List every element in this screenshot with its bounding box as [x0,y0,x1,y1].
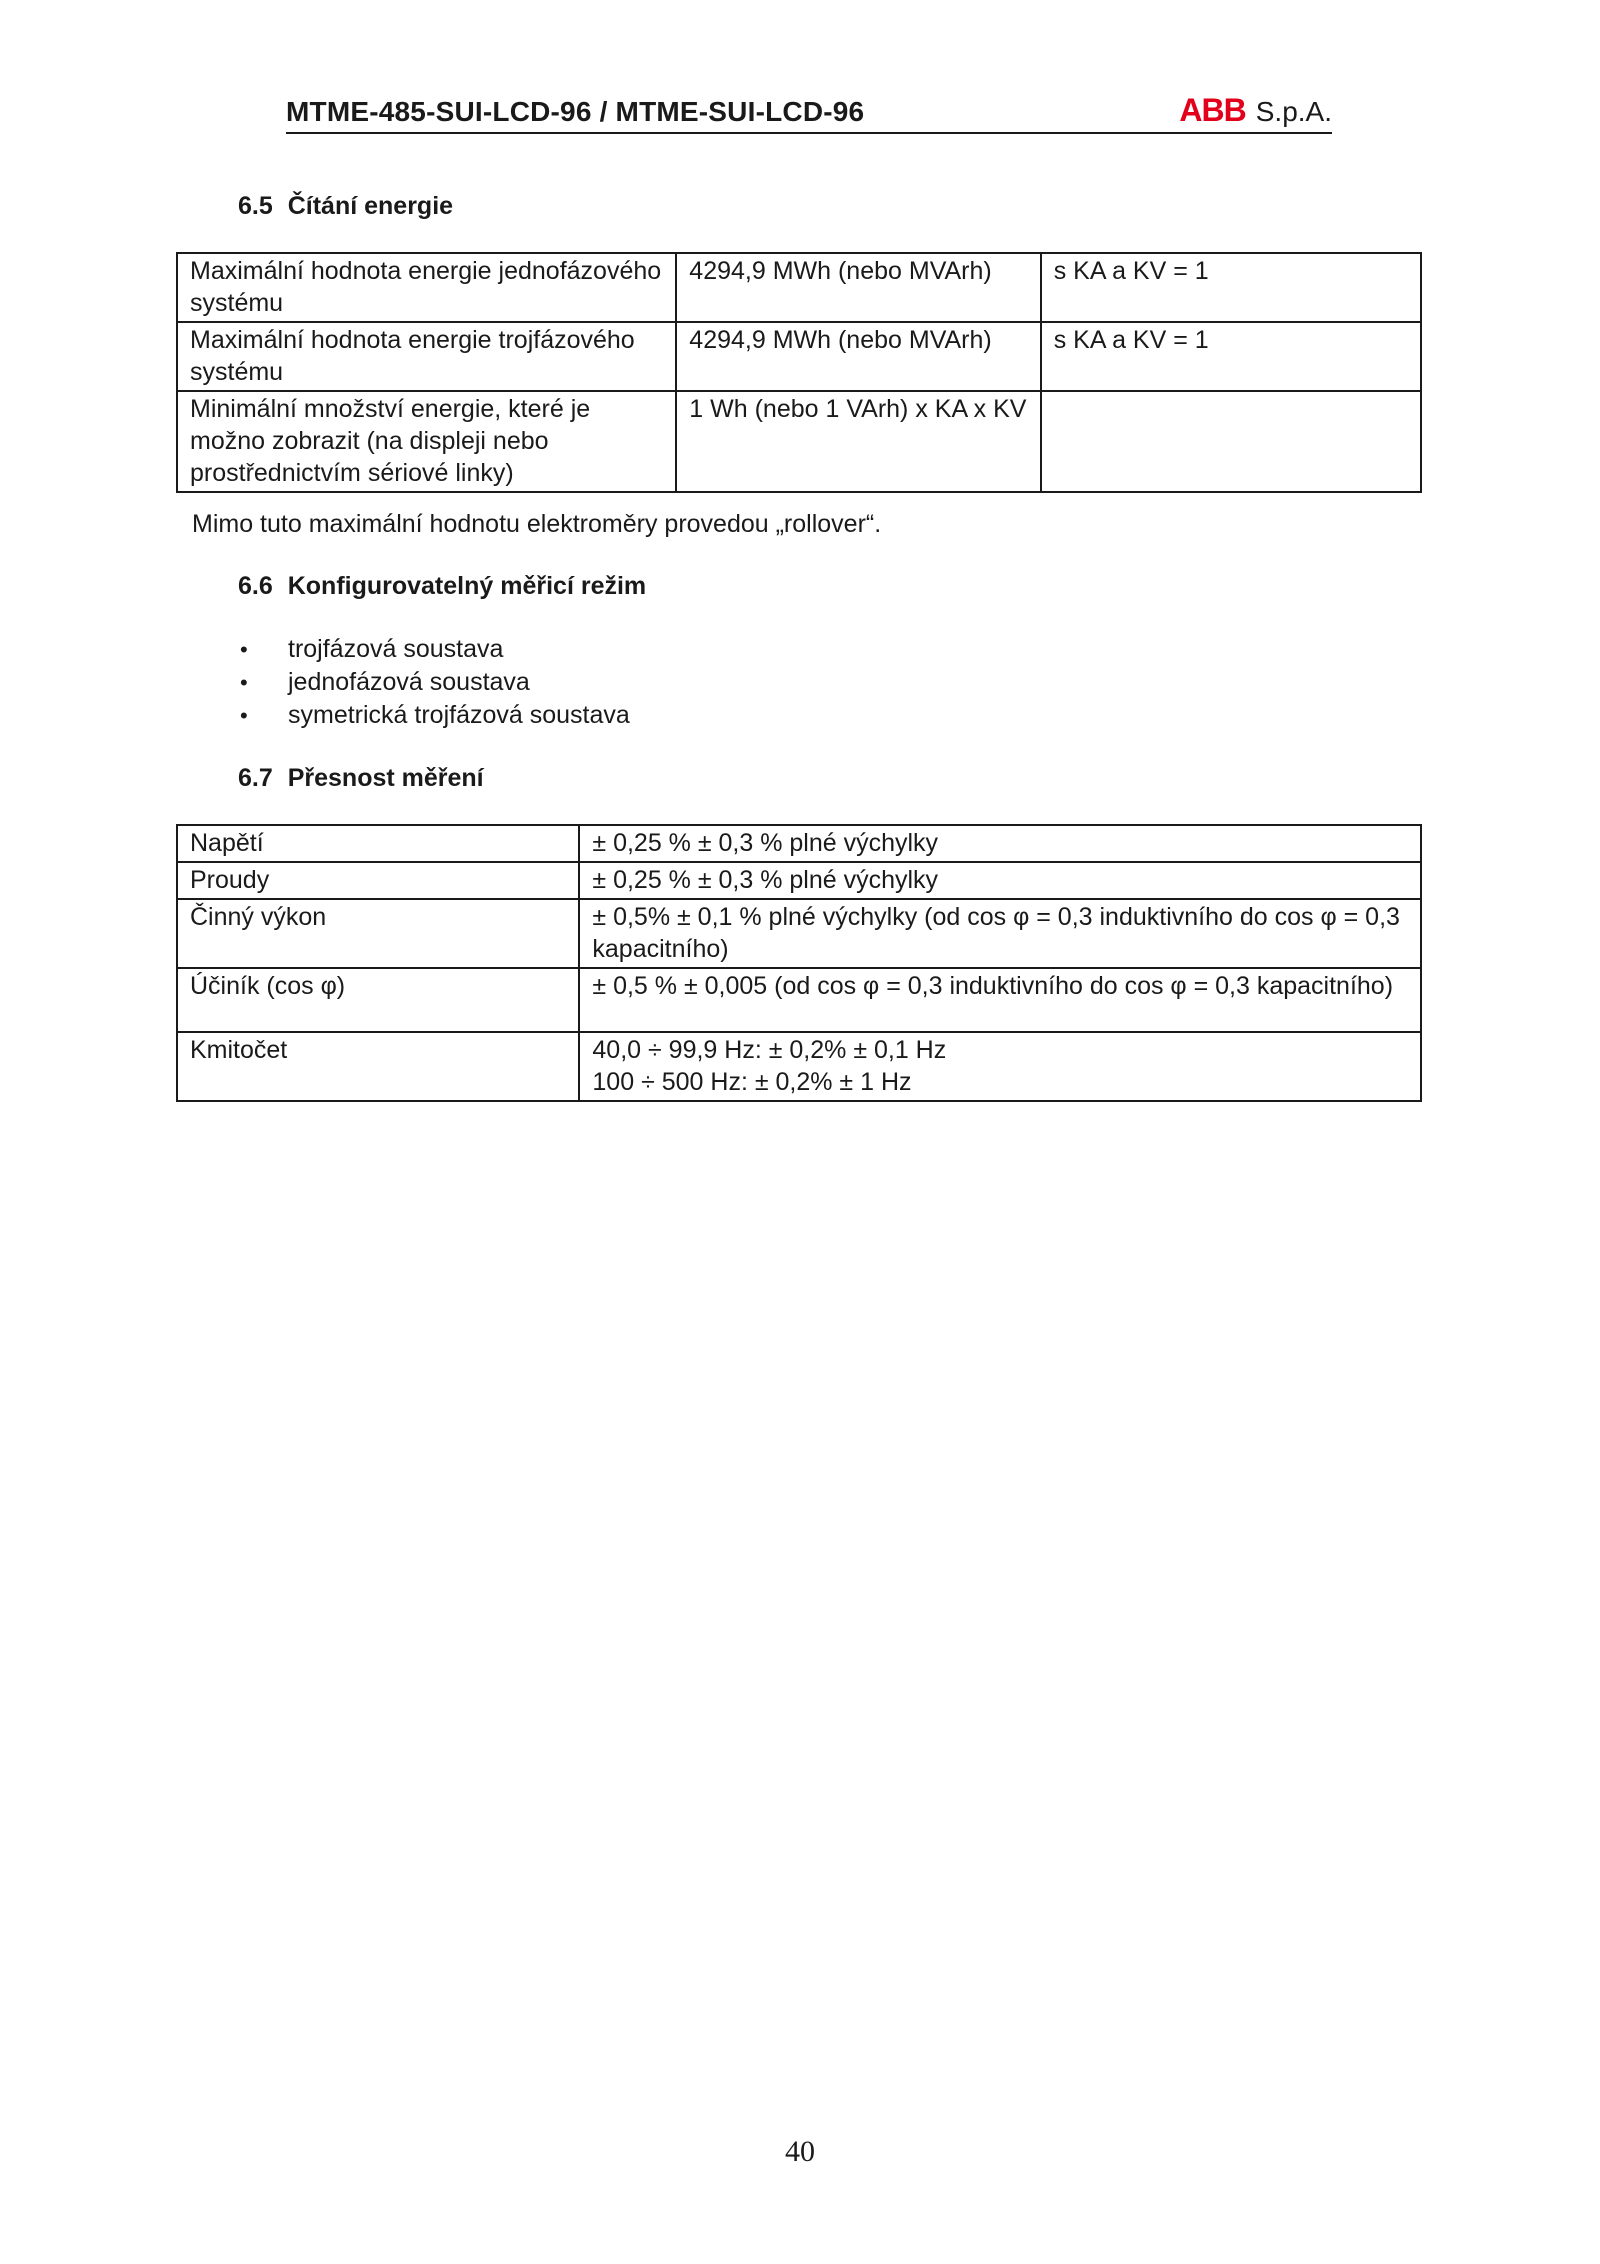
accuracy-value-cell [579,1032,1421,1101]
list-item-text: symetrická trojfázová soustava [288,701,630,729]
section-number: 6.5 [238,192,273,220]
table-row [177,968,1421,1032]
table-row [177,391,1421,492]
bullet-icon: • [240,670,248,695]
list-item-text: trojfázová soustava [288,635,504,663]
accuracy-value-line: ± 0,25 % ± 0,3 % plné výchylky [592,866,939,894]
rollover-note: Mimo tuto maximální hodnotu elektroměry provedou „rollover“. [192,510,882,538]
table-row [177,899,1421,968]
list-item [238,633,630,666]
page-number: 40 [785,2135,815,2168]
energy-value-cell: 4294,9 MWh (nebo MVArh) [676,253,1040,322]
accuracy-value-line: ± 0,5% ± 0,1 % plné výchylky (od cos φ = 0,3 induktivního do cos φ = 0,3 kapacitního) [592,903,1400,963]
energy-value-cell: 1 Wh (nebo 1 VArh) x KA x KV [676,391,1040,492]
energy-note-cell: s KA a KV = 1 [1041,322,1421,391]
accuracy-value-cell [579,968,1421,1032]
energy-note-cell: s KA a KV = 1 [1041,253,1421,322]
accuracy-value-line: 40,0 ÷ 99,9 Hz: ± 0,2% ± 0,1 Hz [592,1036,947,1064]
section-title: Čítání energie [287,192,454,220]
mode-list [238,633,630,732]
energy-table [176,252,1422,493]
accuracy-value-line: 100 ÷ 500 Hz: ± 0,2% ± 1 Hz [592,1068,912,1096]
page-header [286,94,1332,134]
section-title: Konfigurovatelný měřicí režim [287,572,647,600]
table-row [177,825,1421,862]
accuracy-label-cell: Proudy [177,862,579,899]
section-title: Přesnost měření [287,764,484,792]
accuracy-value-cell [579,825,1421,862]
accuracy-value-line: ± 0,25 % ± 0,3 % plné výchylky [592,829,939,857]
accuracy-label-cell: Účiník (cos φ) [177,968,579,1032]
company-suffix: S.p.A. [1255,96,1332,127]
accuracy-value-cell [579,862,1421,899]
accuracy-value-cell [579,899,1421,968]
accuracy-label-cell: Napětí [177,825,579,862]
table-row [177,322,1421,391]
list-item [238,666,630,699]
company-block [1179,94,1332,126]
section-number: 6.6 [238,572,273,600]
accuracy-label-cell: Kmitočet [177,1032,579,1101]
energy-label-cell: Maximální hodnota energie trojfázového systému [177,322,676,391]
accuracy-table [176,824,1422,1102]
section-6-7-heading [238,762,484,794]
table-row [177,253,1421,322]
bullet-icon: • [240,703,248,728]
abb-logo: ABB [1179,92,1246,128]
list-item [238,699,630,732]
energy-label-cell: Maximální hodnota energie jednofázového systému [177,253,676,322]
document-title: MTME-485-SUI-LCD-96 / MTME-SUI-LCD-96 [286,96,865,127]
table-row [177,1032,1421,1101]
energy-note-cell [1041,391,1421,492]
energy-label-cell: Minimální množství energie, které je možno zobrazit (na displeji nebo prostřednictvím sériové linky) [177,391,676,492]
section-6-6-heading [238,570,646,602]
energy-value-cell: 4294,9 MWh (nebo MVArh) [676,322,1040,391]
list-item-text: jednofázová soustava [288,668,530,696]
bullet-icon: • [240,637,248,662]
accuracy-value-line: ± 0,5 % ± 0,005 (od cos φ = 0,3 induktivního do cos φ = 0,3 kapacitního) [592,972,1394,1000]
accuracy-label-cell: Činný výkon [177,899,579,968]
section-6-5-heading [238,190,453,222]
section-number: 6.7 [238,764,273,792]
table-row [177,862,1421,899]
